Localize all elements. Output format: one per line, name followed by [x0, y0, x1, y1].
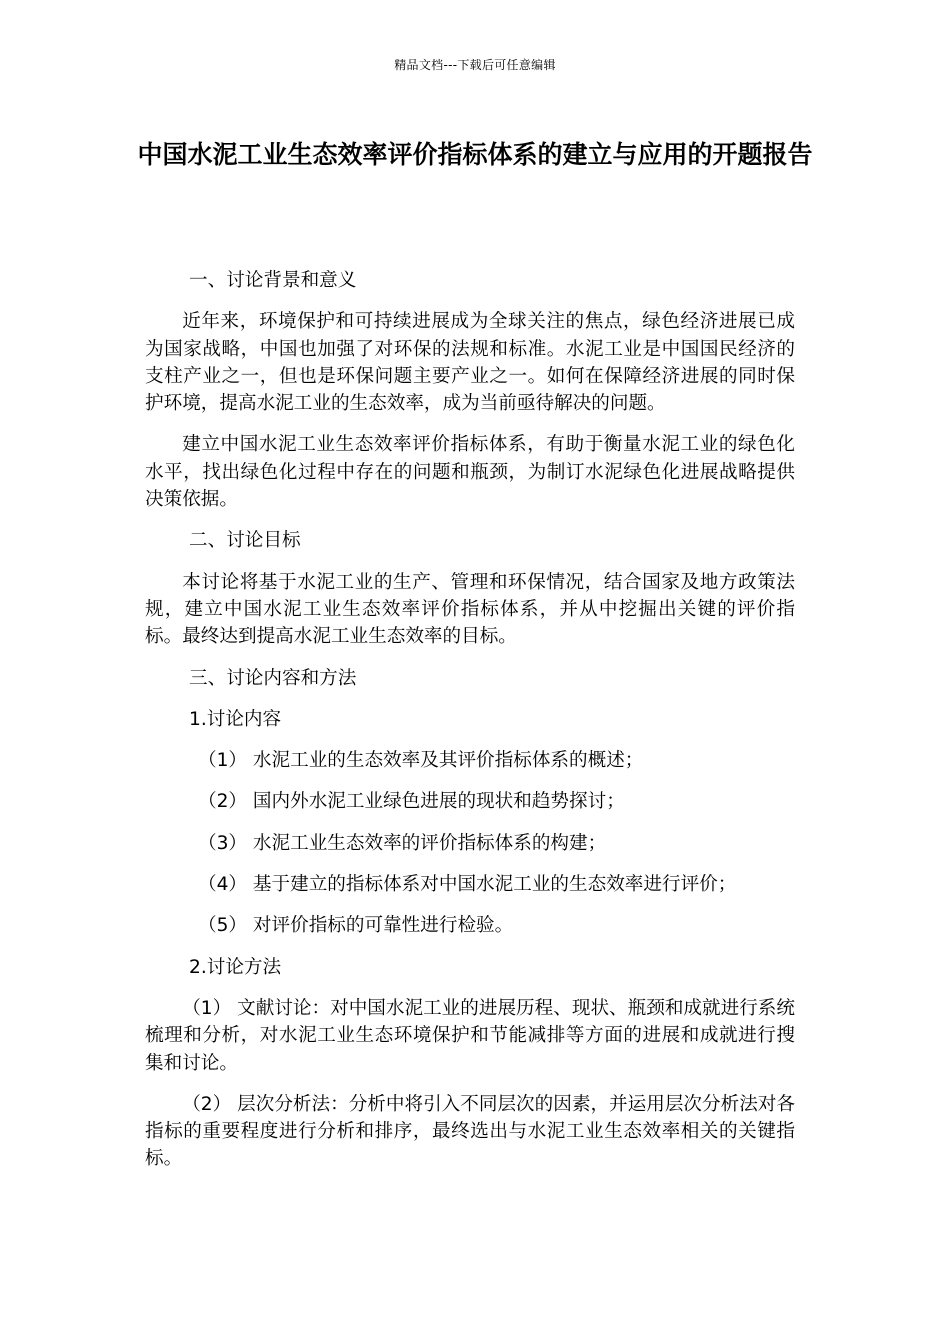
section-heading-content-methods: 三、讨论内容和方法 — [189, 667, 357, 689]
document-body — [145, 267, 795, 1187]
subheading-methods: 2.讨论方法 — [189, 956, 282, 978]
method-item-1: （1） 文献讨论：对中国水泥工业的进展历程、现状、瓶颈和成就进行系统梳理和分析，对水泥工业生态环境保护和节能减排等方面的进展和成就进行搜集和讨论。 — [145, 997, 795, 1074]
content-item-3: （3） 水泥工业生态效率的评价指标体系的构建； — [198, 832, 607, 854]
content-item-4: （4） 基于建立的指标体系对中国水泥工业的生态效率进行评价； — [198, 874, 737, 896]
document-title: 中国水泥工业生态效率评价指标体系的建立与应用的开题报告 — [137, 140, 813, 169]
content-item-2: （2） 国内外水泥工业绿色进展的现状和趋势探讨； — [198, 791, 625, 813]
header-note: 精品文档---下载后可任意编辑 — [394, 58, 556, 72]
section-heading-background: 一、讨论背景和意义 — [189, 270, 357, 291]
subheading-content: 1.讨论内容 — [189, 708, 282, 730]
background-paragraph-2: 建立中国水泥工业生态效率评价指标体系，有助于衡量水泥工业的绿色化水平，找出绿色化过程中存在的问题和瓶颈，为制订水泥绿色化进展战略提供决策依据。 — [145, 434, 795, 511]
content-item-1: （1） 水泥工业的生态效率及其评价指标体系的概述； — [198, 750, 644, 772]
method-item-2: （2） 层次分析法：分析中将引入不同层次的因素，并运用层次分析法对各指标的重要程度进行分析和排序，最终选出与水泥工业生态效率相关的关键指标。 — [145, 1093, 795, 1170]
goals-paragraph: 本讨论将基于水泥工业的生产、管理和环保情况，结合国家及地方政策法规，建立中国水泥工业生态效率评价指标体系，并从中挖掘出关键的评价指标。最终达到提高水泥工业生态效率的目标。 — [145, 571, 795, 648]
background-paragraph-1: 近年来，环境保护和可持续进展成为全球关注的焦点，绿色经济进展已成为国家战略，中国也加强了对环保的法规和标准。水泥工业是中国国民经济的支柱产业之一，但也是环保问题主要产业之一。如何在保障经济进展的同时保护环境，提高水泥工业的生态效率，成为当前亟待解决的问题。 — [145, 311, 795, 415]
section-heading-goals: 二、讨论目标 — [189, 530, 301, 552]
content-item-5: （5） 对评价指标的可靠性进行检验。 — [198, 915, 514, 937]
